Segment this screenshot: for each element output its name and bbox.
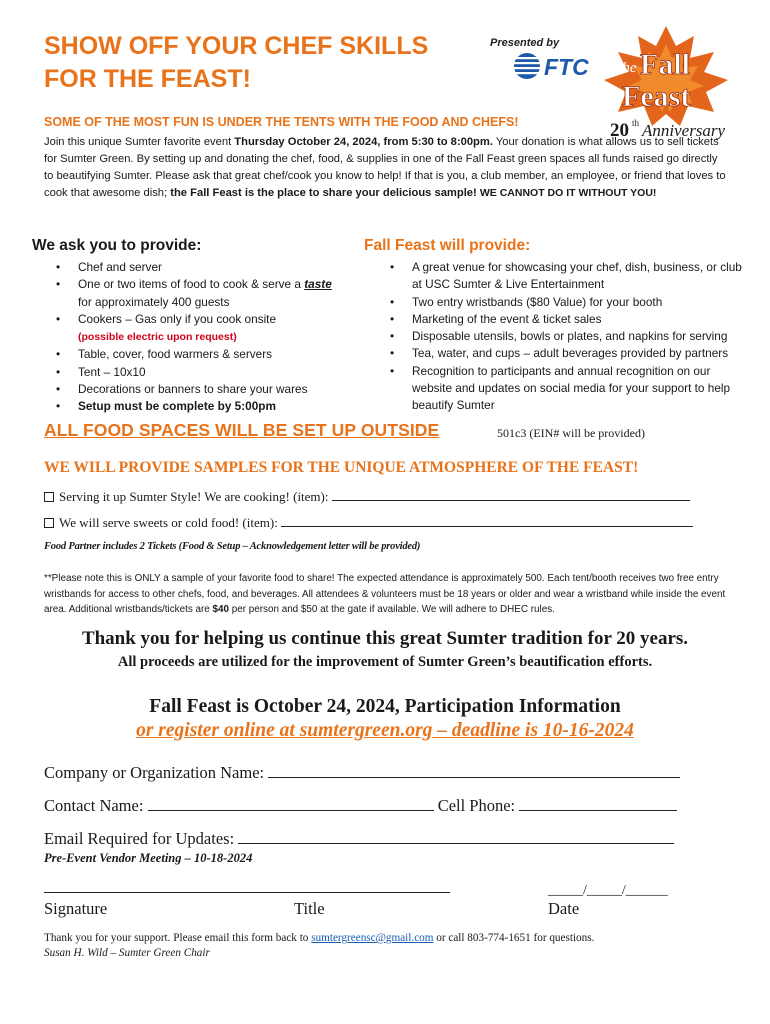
- logo-the-text: The: [614, 60, 637, 76]
- list-item: • A great venue for showcasing your chef, dish, business, or club at USC Sumter & Live Entertainment: [386, 259, 748, 294]
- sweets-item-field[interactable]: [281, 515, 693, 527]
- savory-item-field[interactable]: [332, 489, 690, 501]
- logo-feast-text: Feast: [622, 80, 691, 113]
- company-field[interactable]: [268, 766, 680, 778]
- list-item: • Tent – 10x10: [52, 364, 362, 381]
- pre-event-meeting: Pre-Event Vendor Meeting – 10-18-2024: [44, 851, 253, 865]
- email-row: Email Required for Updates:: [44, 829, 674, 849]
- logo-fall-text: Fall: [640, 48, 690, 81]
- page-headline: [44, 30, 464, 96]
- sweets-checkbox[interactable]: [44, 518, 54, 528]
- ask-list: [52, 259, 362, 416]
- ein-note: 501c3 (EIN# will be provided): [497, 426, 645, 440]
- footer-contact: Thank you for your support. Please email this form back to sumtergreensc@gmail.com or call 803-774-1651 for questions.: [44, 932, 595, 944]
- ftc-logo-text: FTC: [544, 54, 589, 80]
- logo-anniversary-suffix: th: [632, 118, 640, 128]
- savory-checkbox[interactable]: [44, 492, 54, 502]
- samples-heading: WE WILL PROVIDE SAMPLES FOR THE UNIQUE ATMOSPHERE OF THE FEAST!: [44, 459, 639, 476]
- list-item: • Two entry wristbands ($80 Value) for your booth: [386, 294, 748, 311]
- list-item: • Cookers – Gas only if you cook onsite: [52, 311, 362, 328]
- list-item-note: (possible electric upon request): [78, 331, 237, 344]
- all-food-outside-notice: ALL FOOD SPACES WILL BE SET UP OUTSIDE: [44, 420, 440, 440]
- list-item: • Setup must be complete by 5:00pm: [52, 398, 362, 415]
- fall-feast-logo: [596, 22, 736, 140]
- signature-field[interactable]: [44, 883, 450, 893]
- list-item: • Table, cover, food warmers & servers: [52, 346, 362, 363]
- ftc-logo: [512, 50, 604, 84]
- provide-heading: Fall Feast will provide:: [364, 237, 531, 254]
- list-item: • Decorations or banners to share your wares: [52, 381, 362, 398]
- date-field[interactable]: _____/_____/______: [548, 883, 668, 898]
- proceeds-message: All proceeds are utilized for the improvement of Sumter Green’s beautification efforts.: [117, 654, 653, 670]
- event-date-time: Thursday October 24, 2024, from 5:30 to 8:00pm.: [234, 136, 493, 148]
- company-row: Company or Organization Name:: [44, 763, 680, 783]
- list-item: • Chef and server: [52, 259, 362, 276]
- list-item: • One or two items of food to cook & serve a taste for approximately 400 guests: [52, 276, 362, 311]
- cell-phone-field[interactable]: [519, 799, 677, 811]
- logo-anniversary-number: 20: [610, 120, 629, 140]
- title-label: Title: [294, 899, 325, 918]
- subhead: SOME OF THE MOST FUN IS UNDER THE TENTS WITH THE FOOD AND CHEFS!: [44, 115, 519, 129]
- email-link[interactable]: sumtergreensc@gmail.com: [311, 932, 434, 944]
- attendance-note: **Please note this is ONLY a sample of your favorite food to share! The expected attendance is approximately 500. Each tent/booth receives two free entry wristbands for access to other chefs, food, and beverages. All attendees & volunteers must be 18 years or older and wear a wristband while inside the event area. Additional wristbands/tickets are $40 per person and $50 at the gate if available. We will adhere to DHEC rules.: [44, 573, 726, 615]
- cannot-do-it-without-you: WE CANNOT DO IT WITHOUT YOU!: [479, 187, 657, 199]
- logo-anniversary-text: Anniversary: [642, 121, 726, 140]
- register-online-link[interactable]: or register online at sumtergreen.org – deadline is 10-16-2024: [136, 720, 634, 741]
- presented-by-label: Presented by: [490, 37, 560, 49]
- headline-line-2: FOR THE FEAST!: [44, 65, 251, 93]
- email-field[interactable]: [238, 832, 674, 844]
- contact-row: Contact Name: Cell Phone:: [44, 796, 677, 816]
- signature-label: Signature: [44, 899, 108, 918]
- food-partner-note: Food Partner includes 2 Tickets (Food & Setup – Acknowledgement letter will be provided): [44, 541, 421, 552]
- list-item: • Tea, water, and cups – adult beverages provided by partners: [386, 345, 748, 362]
- chair-signature: Susan H. Wild – Sumter Green Chair: [44, 947, 210, 959]
- ask-heading: We ask you to provide:: [32, 237, 202, 254]
- thanks-message: Thank you for helping us continue this great Sumter tradition for 20 years.: [81, 628, 689, 649]
- list-item: • Marketing of the event & ticket sales: [386, 311, 748, 328]
- provide-list: [386, 259, 748, 415]
- option-sweets: We will serve sweets or cold food! (item):: [44, 515, 693, 531]
- participation-title: Fall Feast is October 24, 2024, Participation Information: [149, 696, 621, 717]
- date-label: Date: [548, 899, 580, 918]
- list-item: • Disposable utensils, bowls or plates, and napkins for serving: [386, 328, 748, 345]
- ftc-globe-icon: [514, 53, 541, 79]
- headline-line-1: SHOW OFF YOUR CHEF SKILLS: [44, 32, 429, 60]
- list-item: • Recognition to participants and annual recognition on our website and updates on social media for your support to help beautify Sumter: [386, 363, 748, 415]
- option-savory: Serving it up Sumter Style! We are cooking! (item):: [44, 489, 690, 505]
- contact-name-field[interactable]: [148, 799, 434, 811]
- intro-paragraph: Join this unique Sumter favorite event Thursday October 24, 2024, from 5:30 to 8:00pm. Your donation is what allows us to sell tickets for Sumter Green. By setting up and donating the chef, food, & supplies in one of the Fall Feast green spaces all funds raised go directly to beautifying Sumter. Please ask that great chef/cook you know to help! If that is you, a club member, an employee, or friend that loves to cook that awesome dish; the Fall Feast is the place to share your delicious sample! WE CANNOT DO IT WITHOUT YOU!: [44, 136, 726, 199]
